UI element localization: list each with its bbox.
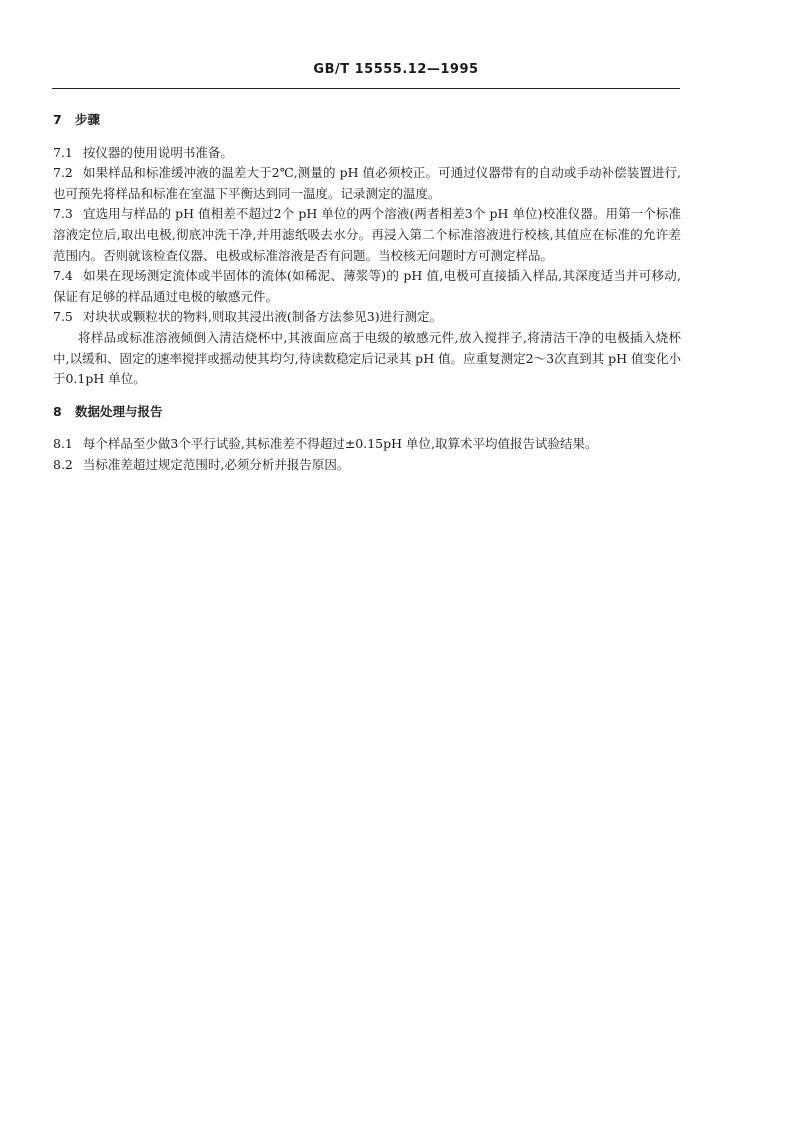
clause-8-2 bbox=[53, 455, 681, 476]
clause-number: 8.2 bbox=[53, 456, 73, 472]
clause-text: 当标准差超过规定范围时,必须分析并报告原因。 bbox=[82, 456, 350, 472]
clause-number: 8.1 bbox=[53, 436, 73, 452]
section-8-heading bbox=[53, 402, 681, 423]
clause-number: 7.3 bbox=[53, 206, 73, 222]
section-title: 数据处理与报告 bbox=[75, 403, 163, 419]
section-title: 步骤 bbox=[75, 112, 101, 127]
clause-text: 每个样品至少做3个平行试验,其标准差不得超过±0.15pH 单位,取算术平均值报告试验结果。 bbox=[82, 436, 598, 452]
clause-text: 宜选用与样品的 pH 值相差不超过2个 pH 单位的两个溶液(两者相差3个 pH 单位)校准仪器。用第一个标准溶液定位后,取出电极,彻底冲洗干净,并用滤纸吸去水分。再浸入第二个标准溶液进行校核,其值应在标准的允许差范围内。否则就该检查仪器、电极或标准溶液是否有问题。当校核无问题时方可测定样品。 bbox=[53, 206, 681, 263]
document-body bbox=[53, 110, 681, 476]
clause-number: 7.4 bbox=[53, 268, 73, 284]
clause-7-4 bbox=[53, 266, 681, 307]
section-number: 7 bbox=[53, 112, 62, 127]
clause-7-2 bbox=[53, 163, 681, 204]
procedure-paragraph: 将样品或标准溶液倾倒入清洁烧杯中,其液面应高于电级的敏感元件,放入搅拌子,将清洁干净的电极插入烧杯中,以缓和、固定的速率搅拌或摇动使其均匀,待读数稳定后记录其 pH 值。应重复测定2～3次直到其 pH 值变化小于0.1pH 单位。 bbox=[53, 329, 681, 387]
clause-text: 如果样品和标准缓冲液的温差大于2℃,测量的 pH 值必须校正。可通过仪器带有的自动或手动补偿装置进行,也可预先将样品和标准在室温下平衡达到同一温度。记录测定的温度。 bbox=[53, 165, 681, 201]
clause-text: 如果在现场测定流体或半固体的流体(如稀泥、薄浆等)的 pH 值,电极可直接插入样品,其深度适当并可移动,保证有足够的样品通过电极的敏感元件。 bbox=[53, 268, 681, 304]
clause-text: 对块状或颗粒状的物料,则取其浸出液(制备方法参见3)进行测定。 bbox=[82, 309, 443, 325]
clause-7-1 bbox=[53, 143, 681, 164]
section-number: 8 bbox=[53, 403, 62, 419]
clause-7-3 bbox=[53, 204, 681, 266]
header-rule bbox=[52, 88, 680, 89]
section-7-heading bbox=[53, 110, 681, 131]
clause-number: 7.1 bbox=[53, 144, 73, 160]
clause-text: 按仪器的使用说明书准备。 bbox=[82, 144, 233, 160]
clause-number: 7.2 bbox=[53, 165, 73, 181]
clause-7-5 bbox=[53, 307, 681, 328]
standard-number-header: GB/T 15555.12—1995 bbox=[313, 62, 479, 77]
clause-number: 7.5 bbox=[53, 309, 73, 325]
clause-8-1 bbox=[53, 434, 681, 455]
